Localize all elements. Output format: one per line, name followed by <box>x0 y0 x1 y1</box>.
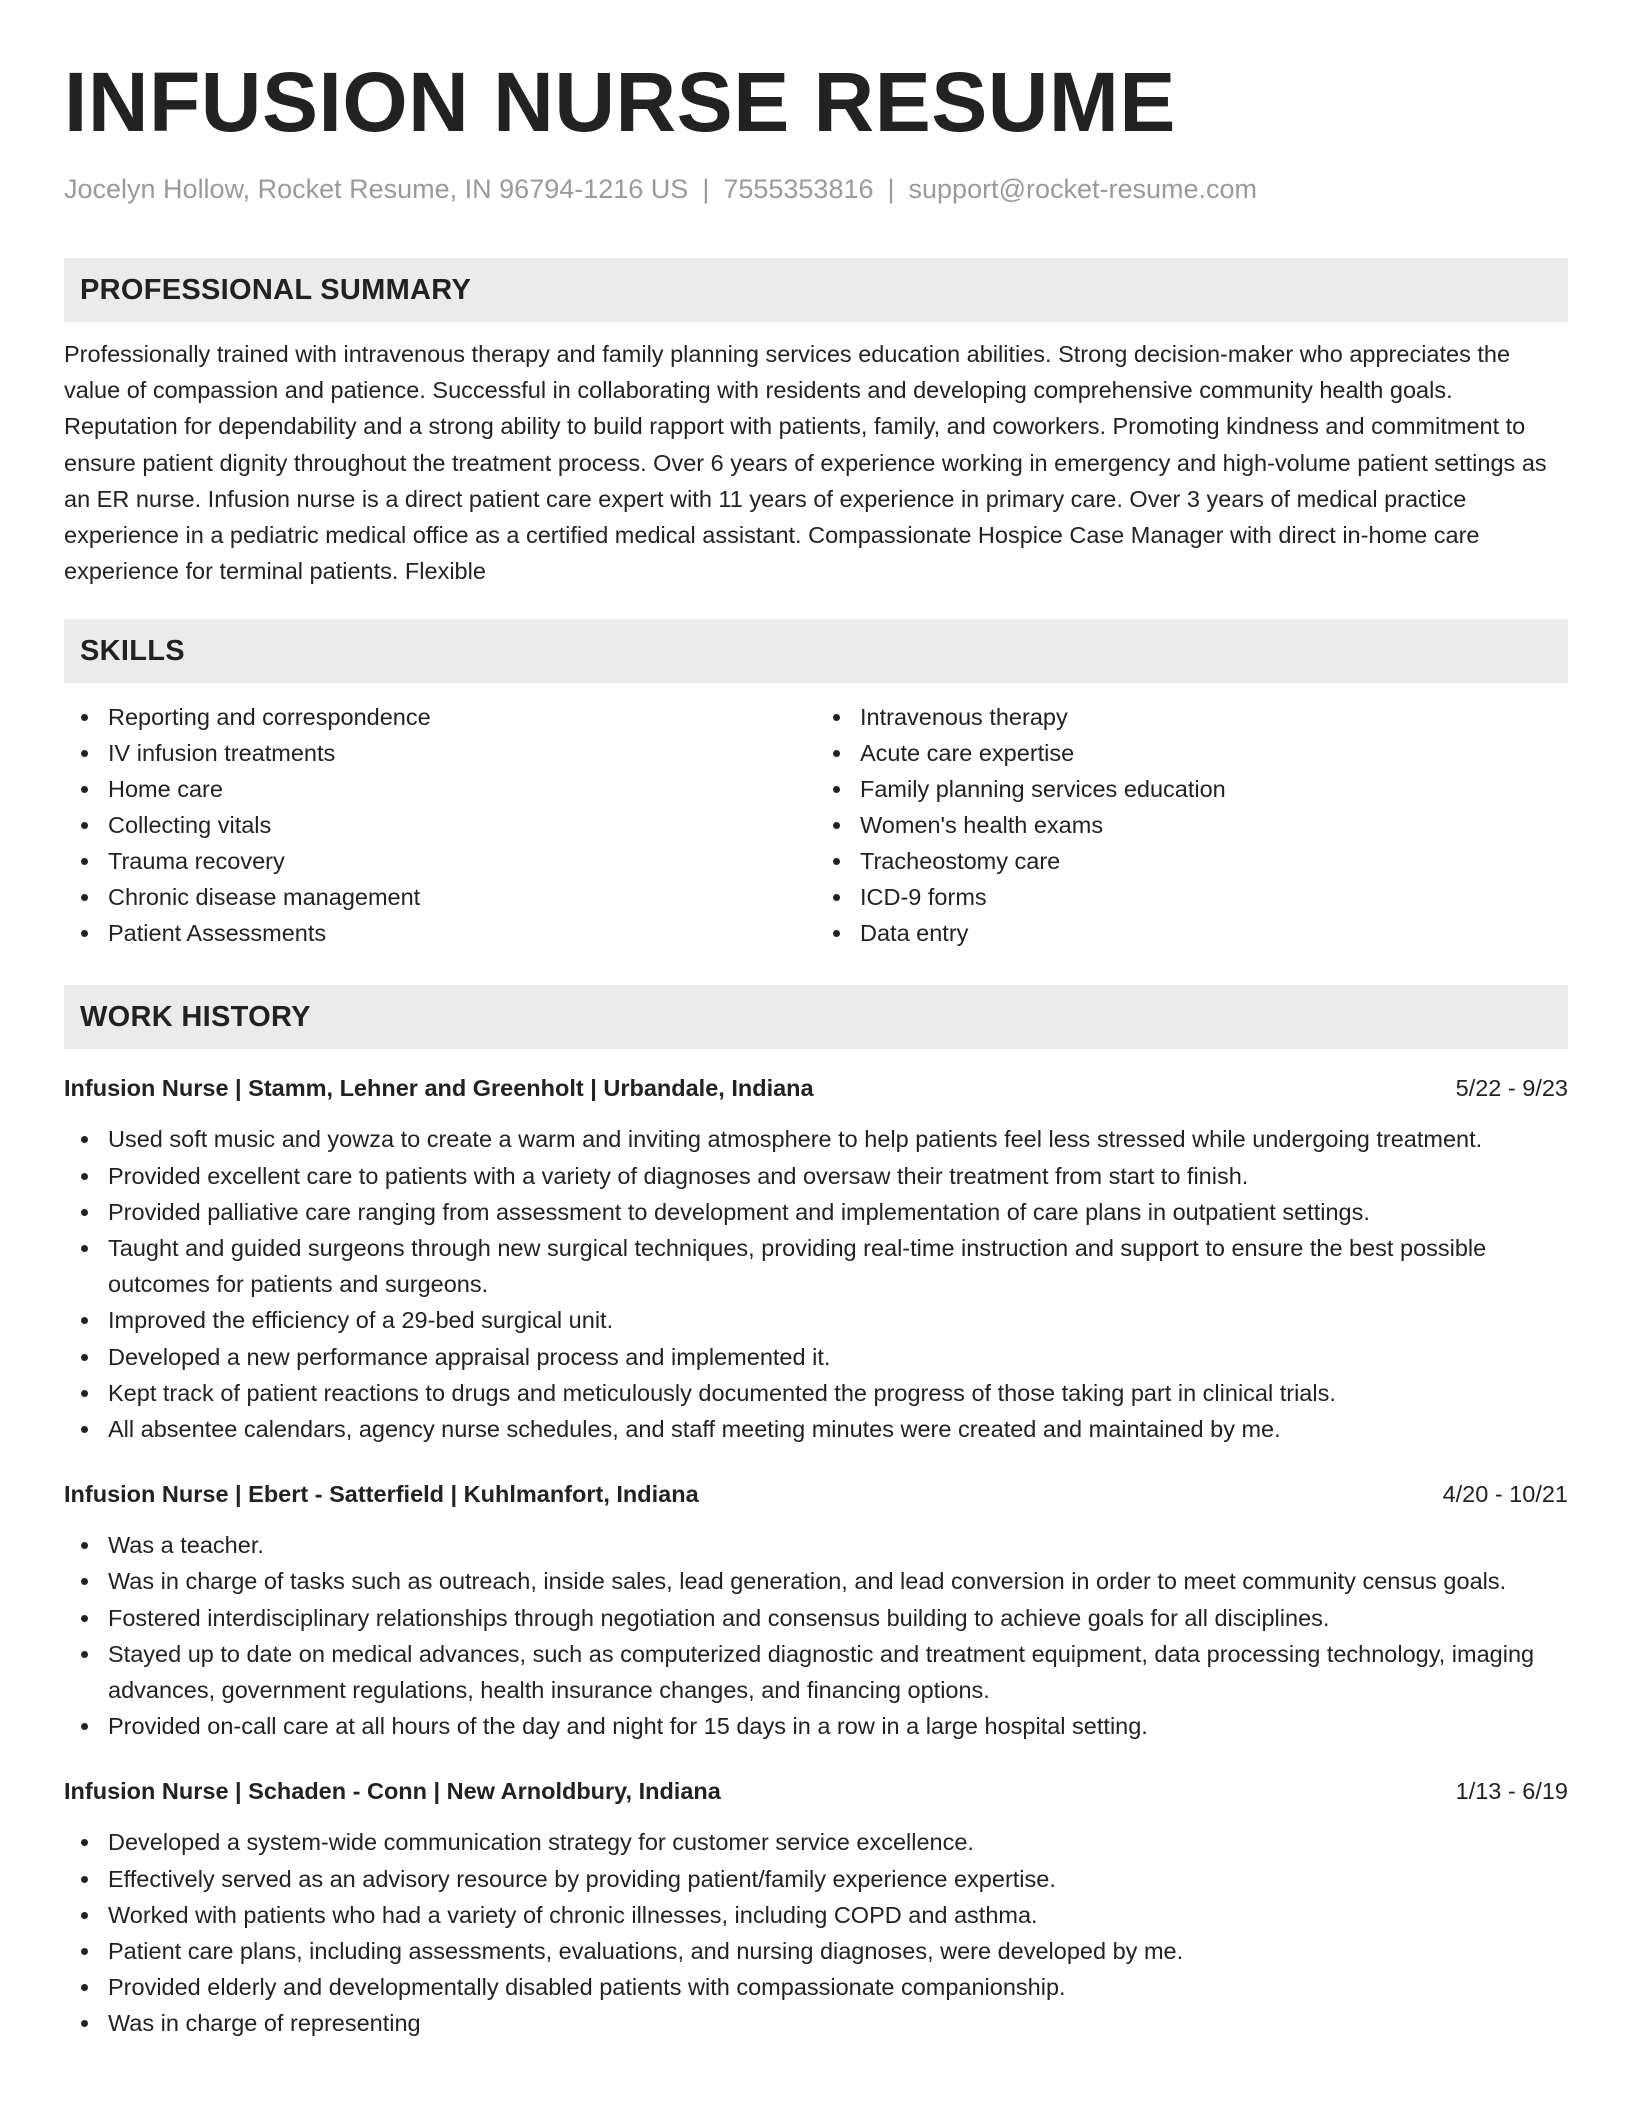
job-bullet: Kept track of patient reactions to drugs and meticulously documented the progress of those taking part in clinical trials. <box>64 1375 1568 1411</box>
summary-text: Professionally trained with intravenous therapy and family planning services education abilities. Strong decision-maker who appreciates the value of compassion and patience. Successful in collaborating with residents and developing comprehensive community health goals. Reputation for dependability and a strong ability to build rapport with patients, family, and coworkers. Promoting kindness and commitment to ensure patient dignity throughout the treatment process. Over 6 years of experience working in emergency and high-volume patient settings as an ER nurse. Infusion nurse is a direct patient care expert with 11 years of experience in primary care. Over 3 years of medical practice experience in a pediatric medical office as a certified medical assistant. Compassionate Hospice Case Manager with direct in-home care experience for terminal patients. Flexible <box>64 341 1547 585</box>
job-bullet: Was a teacher. <box>64 1527 1568 1563</box>
skill-item: Chronic disease management <box>64 879 816 915</box>
skill-item: Trauma recovery <box>64 843 816 879</box>
job-bullet: Provided excellent care to patients with a variety of diagnoses and oversaw their treatment from start to finish. <box>64 1158 1568 1194</box>
skill-item: ICD-9 forms <box>816 879 1568 915</box>
job-bullet: Provided on-call care at all hours of the day and night for 15 days in a row in a large hospital setting. <box>64 1708 1568 1744</box>
job-bullet: Developed a new performance appraisal process and implemented it. <box>64 1339 1568 1375</box>
skill-item: Collecting vitals <box>64 807 816 843</box>
contact-address: Jocelyn Hollow, Rocket Resume, IN 96794-1216 US <box>64 174 689 204</box>
skill-item: Patient Assessments <box>64 915 816 951</box>
job-title: Infusion Nurse | Schaden - Conn | New Arnoldbury, Indiana <box>64 1778 721 1805</box>
skill-item: Acute care expertise <box>816 735 1568 771</box>
job-bullets <box>64 1824 1568 2041</box>
job-bullet: Patient care plans, including assessments, evaluations, and nursing diagnoses, were developed by me. <box>64 1933 1568 1969</box>
skill-item: Data entry <box>816 915 1568 951</box>
job-bullet: Effectively served as an advisory resource by providing patient/family experience expertise. <box>64 1861 1568 1897</box>
skill-item: Women's health exams <box>816 807 1568 843</box>
contact-email: support@rocket-resume.com <box>908 174 1258 204</box>
skills-heading: SKILLS <box>64 619 1568 683</box>
job-bullet: Developed a system-wide communication strategy for customer service excellence. <box>64 1824 1568 1860</box>
skills-column-left <box>64 699 816 951</box>
summary-heading: PROFESSIONAL SUMMARY <box>64 258 1568 322</box>
job-dates: 5/22 - 9/23 <box>1455 1075 1568 1102</box>
job-bullet: Fostered interdisciplinary relationships through negotiation and consensus building to achieve goals for all disciplines. <box>64 1600 1568 1636</box>
job-title: Infusion Nurse | Ebert - Satterfield | Kuhlmanfort, Indiana <box>64 1481 699 1508</box>
skill-item: Tracheostomy care <box>816 843 1568 879</box>
job-bullet: Used soft music and yowza to create a warm and inviting atmosphere to help patients feel less stressed while undergoing treatment. <box>64 1121 1568 1157</box>
job-header <box>64 1477 1568 1511</box>
job-dates: 1/13 - 6/19 <box>1455 1778 1568 1805</box>
job-bullet: Taught and guided surgeons through new surgical techniques, providing real-time instruction and support to ensure the best possible outcomes for patients and surgeons. <box>64 1230 1568 1302</box>
job-entry <box>64 1477 1568 1744</box>
job-bullet: Provided palliative care ranging from assessment to development and implementation of care plans in outpatient settings. <box>64 1194 1568 1230</box>
job-bullet: All absentee calendars, agency nurse schedules, and staff meeting minutes were created and maintained by me. <box>64 1411 1568 1447</box>
job-header <box>64 1774 1568 1808</box>
resume-title: INFUSION NURSE RESUME <box>64 55 1176 149</box>
skills-column-right <box>816 699 1568 951</box>
contact-line <box>64 172 1568 206</box>
job-entry <box>64 1071 1568 1447</box>
job-bullet: Stayed up to date on medical advances, such as computerized diagnostic and treatment equipment, data processing technology, imaging advances, government regulations, health insurance changes, and financing options. <box>64 1636 1568 1708</box>
job-bullets <box>64 1121 1568 1447</box>
job-header <box>64 1071 1568 1105</box>
job-bullet: Worked with patients who had a variety of chronic illnesses, including COPD and asthma. <box>64 1897 1568 1933</box>
job-bullet: Was in charge of representing <box>64 2005 1568 2041</box>
skill-item: IV infusion treatments <box>64 735 816 771</box>
job-bullet: Was in charge of tasks such as outreach, inside sales, lead generation, and lead conversion in order to meet community census goals. <box>64 1563 1568 1599</box>
job-bullet: Improved the efficiency of a 29-bed surgical unit. <box>64 1302 1568 1338</box>
job-dates: 4/20 - 10/21 <box>1442 1481 1568 1508</box>
job-bullets <box>64 1527 1568 1744</box>
contact-separator: | <box>887 174 895 204</box>
skill-item: Home care <box>64 771 816 807</box>
skills-list <box>64 699 1568 951</box>
skill-item: Reporting and correspondence <box>64 699 816 735</box>
skill-item: Intravenous therapy <box>816 699 1568 735</box>
work-history-heading: WORK HISTORY <box>64 985 1568 1049</box>
job-title: Infusion Nurse | Stamm, Lehner and Greenholt | Urbandale, Indiana <box>64 1075 814 1102</box>
contact-separator: | <box>702 174 710 204</box>
contact-phone: 7555353816 <box>723 174 874 204</box>
skill-item: Family planning services education <box>816 771 1568 807</box>
job-entry <box>64 1774 1568 2041</box>
job-bullet: Provided elderly and developmentally disabled patients with compassionate companionship. <box>64 1969 1568 2005</box>
